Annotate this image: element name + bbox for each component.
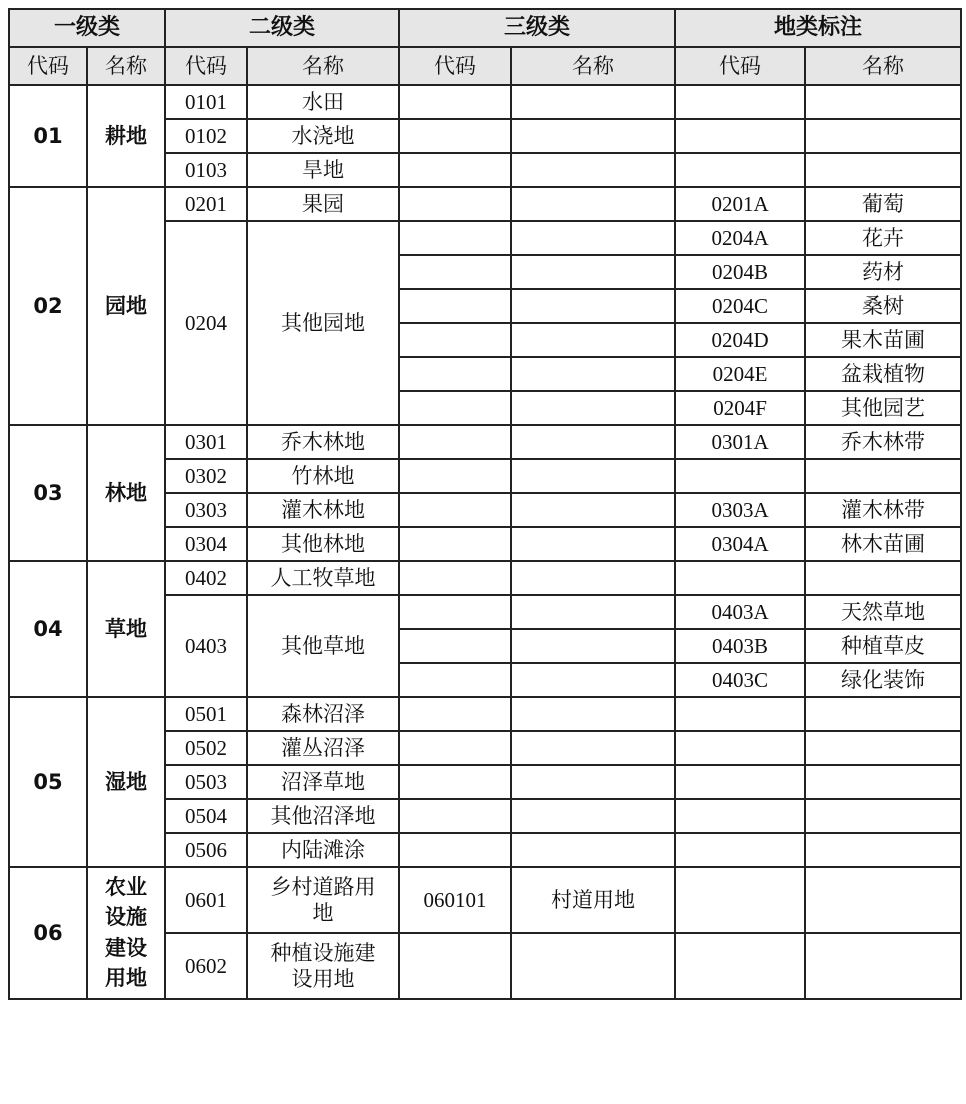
tag-code: 0303A	[675, 493, 805, 527]
empty-cell	[511, 561, 675, 595]
empty-cell	[399, 765, 511, 799]
empty-cell	[399, 153, 511, 187]
header-name: 名称	[511, 47, 675, 85]
empty-cell	[511, 595, 675, 629]
tag-code: 0204E	[675, 357, 805, 391]
empty-cell	[675, 85, 805, 119]
level2-code: 0301	[165, 425, 247, 459]
empty-cell	[805, 697, 961, 731]
empty-cell	[675, 867, 805, 933]
level2-code: 0204	[165, 221, 247, 425]
empty-cell	[399, 561, 511, 595]
level1-code: 03	[9, 425, 87, 561]
level2-code: 0403	[165, 595, 247, 697]
level2-code: 0103	[165, 153, 247, 187]
level2-code: 0303	[165, 493, 247, 527]
header-landmark: 地类标注	[675, 9, 961, 47]
level3-code: 060101	[399, 867, 511, 933]
level2-name: 其他林地	[247, 527, 399, 561]
level2-code: 0304	[165, 527, 247, 561]
level1-name-line: 农业	[105, 875, 147, 899]
header-level3: 三级类	[399, 9, 675, 47]
header-code: 代码	[165, 47, 247, 85]
level2-name	[247, 867, 399, 933]
empty-cell	[399, 629, 511, 663]
table-row	[9, 85, 961, 119]
tag-code: 0204B	[675, 255, 805, 289]
empty-cell	[399, 119, 511, 153]
empty-cell	[805, 85, 961, 119]
empty-cell	[805, 119, 961, 153]
tag-code: 0403B	[675, 629, 805, 663]
empty-cell	[399, 459, 511, 493]
level2-name	[247, 933, 399, 999]
tag-name: 天然草地	[805, 595, 961, 629]
empty-cell	[399, 85, 511, 119]
level2-name: 竹林地	[247, 459, 399, 493]
level1-name: 草地	[87, 561, 165, 697]
level1-code: 04	[9, 561, 87, 697]
table-row	[9, 561, 961, 595]
empty-cell	[399, 357, 511, 391]
empty-cell	[511, 731, 675, 765]
table-row	[9, 187, 961, 221]
tag-name: 乔木林带	[805, 425, 961, 459]
empty-cell	[675, 833, 805, 867]
empty-cell	[399, 323, 511, 357]
level2-code: 0201	[165, 187, 247, 221]
empty-cell	[399, 493, 511, 527]
empty-cell	[399, 425, 511, 459]
empty-cell	[675, 933, 805, 999]
table-row	[9, 425, 961, 459]
level2-code: 0502	[165, 731, 247, 765]
level2-code: 0102	[165, 119, 247, 153]
empty-cell	[511, 765, 675, 799]
tag-code: 0301A	[675, 425, 805, 459]
header-row-sub	[9, 47, 961, 85]
empty-cell	[511, 357, 675, 391]
empty-cell	[399, 663, 511, 697]
level3-name: 村道用地	[511, 867, 675, 933]
tag-code: 0204F	[675, 391, 805, 425]
land-classification-table	[8, 8, 962, 1000]
level2-code: 0302	[165, 459, 247, 493]
tag-code: 0204A	[675, 221, 805, 255]
tag-name: 葡萄	[805, 187, 961, 221]
header-level2: 二级类	[165, 9, 399, 47]
level2-name-line: 设用地	[291, 966, 355, 991]
empty-cell	[399, 833, 511, 867]
empty-cell	[399, 221, 511, 255]
level2-code: 0501	[165, 697, 247, 731]
level2-code: 0402	[165, 561, 247, 595]
tag-name: 药材	[805, 255, 961, 289]
level2-name: 果园	[247, 187, 399, 221]
empty-cell	[805, 561, 961, 595]
empty-cell	[511, 629, 675, 663]
tag-name: 林木苗圃	[805, 527, 961, 561]
tag-name: 果木苗圃	[805, 323, 961, 357]
level2-name-line: 地	[312, 900, 334, 925]
header-code: 代码	[675, 47, 805, 85]
level1-name: 湿地	[87, 697, 165, 867]
empty-cell	[399, 697, 511, 731]
tag-name: 盆栽植物	[805, 357, 961, 391]
empty-cell	[399, 391, 511, 425]
level1-name: 园地	[87, 187, 165, 425]
level2-name: 人工牧草地	[247, 561, 399, 595]
empty-cell	[805, 833, 961, 867]
empty-cell	[511, 221, 675, 255]
header-name: 名称	[805, 47, 961, 85]
empty-cell	[399, 289, 511, 323]
level2-name: 沼泽草地	[247, 765, 399, 799]
level1-name	[87, 867, 165, 999]
level2-code: 0503	[165, 765, 247, 799]
level1-code: 01	[9, 85, 87, 187]
level2-name: 其他园地	[247, 221, 399, 425]
level1-code: 05	[9, 697, 87, 867]
header-level1: 一级类	[9, 9, 165, 47]
tag-name: 种植草皮	[805, 629, 961, 663]
empty-cell	[675, 731, 805, 765]
empty-cell	[805, 153, 961, 187]
empty-cell	[511, 663, 675, 697]
header-row-top	[9, 9, 961, 47]
level2-name: 水浇地	[247, 119, 399, 153]
level1-name-line: 建设	[105, 935, 147, 960]
empty-cell	[675, 119, 805, 153]
empty-cell	[675, 765, 805, 799]
tag-code: 0204D	[675, 323, 805, 357]
header-code: 代码	[9, 47, 87, 85]
tag-name: 其他园艺	[805, 391, 961, 425]
level2-name: 内陆滩涂	[247, 833, 399, 867]
empty-cell	[511, 425, 675, 459]
level1-code: 06	[9, 867, 87, 999]
empty-cell	[675, 459, 805, 493]
level1-name: 林地	[87, 425, 165, 561]
empty-cell	[805, 459, 961, 493]
level1-name-line: 用地	[105, 966, 147, 991]
empty-cell	[805, 731, 961, 765]
empty-cell	[511, 493, 675, 527]
empty-cell	[399, 731, 511, 765]
tag-code: 0403A	[675, 595, 805, 629]
tag-code: 0201A	[675, 187, 805, 221]
empty-cell	[399, 933, 511, 999]
header-code: 代码	[399, 47, 511, 85]
level2-code: 0506	[165, 833, 247, 867]
empty-cell	[399, 187, 511, 221]
empty-cell	[399, 595, 511, 629]
empty-cell	[805, 933, 961, 999]
level1-name: 耕地	[87, 85, 165, 187]
level2-name-line: 乡村道路用	[270, 874, 376, 899]
level2-code: 0602	[165, 933, 247, 999]
level2-name: 森林沼泽	[247, 697, 399, 731]
empty-cell	[805, 799, 961, 833]
empty-cell	[511, 933, 675, 999]
empty-cell	[511, 85, 675, 119]
level1-code: 02	[9, 187, 87, 425]
tag-code: 0304A	[675, 527, 805, 561]
level2-name: 其他草地	[247, 595, 399, 697]
level2-code: 0504	[165, 799, 247, 833]
tag-name: 花卉	[805, 221, 961, 255]
table-row	[9, 867, 961, 933]
empty-cell	[399, 799, 511, 833]
level2-name: 灌丛沼泽	[247, 731, 399, 765]
empty-cell	[511, 391, 675, 425]
empty-cell	[511, 255, 675, 289]
empty-cell	[675, 697, 805, 731]
empty-cell	[511, 459, 675, 493]
empty-cell	[511, 799, 675, 833]
empty-cell	[805, 765, 961, 799]
table-row	[9, 697, 961, 731]
level2-code: 0101	[165, 85, 247, 119]
empty-cell	[675, 799, 805, 833]
empty-cell	[511, 697, 675, 731]
empty-cell	[511, 323, 675, 357]
empty-cell	[511, 187, 675, 221]
level2-name: 水田	[247, 85, 399, 119]
level2-name: 旱地	[247, 153, 399, 187]
tag-name: 灌木林带	[805, 493, 961, 527]
level2-name: 灌木林地	[247, 493, 399, 527]
level2-code: 0601	[165, 867, 247, 933]
tag-code: 0403C	[675, 663, 805, 697]
empty-cell	[399, 255, 511, 289]
tag-name: 绿化装饰	[805, 663, 961, 697]
empty-cell	[511, 289, 675, 323]
empty-cell	[511, 833, 675, 867]
header-name: 名称	[247, 47, 399, 85]
tag-name: 桑树	[805, 289, 961, 323]
level2-name: 乔木林地	[247, 425, 399, 459]
header-name: 名称	[87, 47, 165, 85]
empty-cell	[675, 153, 805, 187]
level2-name: 其他沼泽地	[247, 799, 399, 833]
empty-cell	[805, 867, 961, 933]
empty-cell	[511, 119, 675, 153]
empty-cell	[399, 527, 511, 561]
level2-name-line: 种植设施建	[270, 940, 376, 965]
level1-name-line: 设施	[105, 905, 147, 930]
empty-cell	[511, 527, 675, 561]
empty-cell	[511, 153, 675, 187]
empty-cell	[675, 561, 805, 595]
land-classification-table-container	[8, 8, 962, 1000]
tag-code: 0204C	[675, 289, 805, 323]
